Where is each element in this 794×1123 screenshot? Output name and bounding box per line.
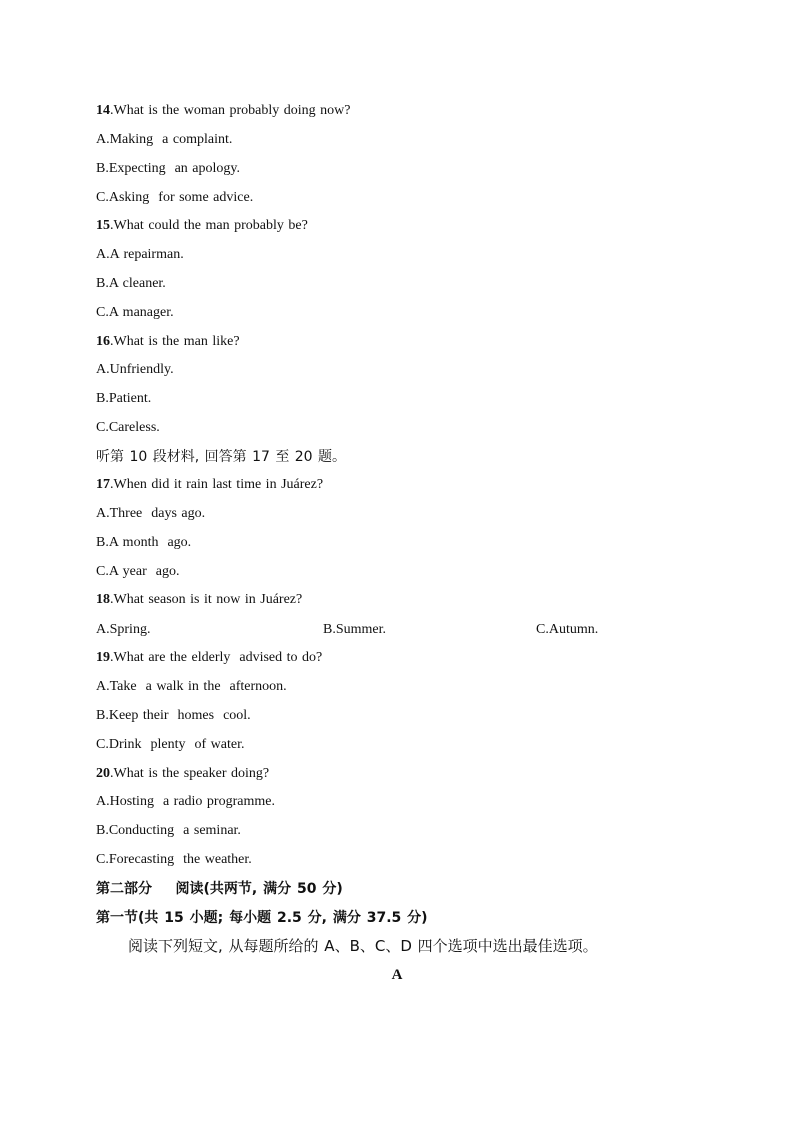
options-18-row xyxy=(96,620,716,640)
question-number: 17 xyxy=(96,477,110,492)
option-15-b: B.A cleaner. xyxy=(96,276,166,291)
question-number: 19 xyxy=(96,650,110,665)
option-19-b: B.Keep their homes cool. xyxy=(96,708,251,723)
option-20-b: B.Conducting a seminar. xyxy=(96,823,241,838)
option-18-c: C.Autumn. xyxy=(536,622,599,637)
question-text: .What is the woman probably doing now? xyxy=(110,103,351,118)
option-15-c: C.A manager. xyxy=(96,305,174,320)
option-16-a: A.Unfriendly. xyxy=(96,362,174,377)
option-16-c: C.Careless. xyxy=(96,420,160,435)
option-18-a: A.Spring. xyxy=(96,622,151,637)
question-19-stem xyxy=(96,648,322,668)
option-16-b: B.Patient. xyxy=(96,391,152,406)
passage-label: A xyxy=(391,967,403,983)
option-14-b: B.Expecting an apology. xyxy=(96,161,241,176)
option-20-a: A.Hosting a radio programme. xyxy=(96,794,275,809)
section-instruction: 听第 10 段材料, 回答第 17 至 20 题。 xyxy=(96,449,347,465)
option-19-c: C.Drink plenty of water. xyxy=(96,737,245,752)
option-14-c: C.Asking for some advice. xyxy=(96,190,254,205)
question-number: 18 xyxy=(96,592,110,607)
question-14-stem xyxy=(96,101,350,121)
question-text: .What season is it now in Juárez? xyxy=(110,592,303,607)
question-number: 16 xyxy=(96,334,110,349)
section-one-heading: 第一节(共 15 小题; 每小题 2.5 分, 满分 37.5 分) xyxy=(96,910,428,926)
question-number: 15 xyxy=(96,218,110,233)
question-text: .When did it rain last time in Juárez? xyxy=(110,477,324,492)
question-text: .What is the man like? xyxy=(110,334,240,349)
option-17-b: B.A month ago. xyxy=(96,535,192,550)
option-19-a: A.Take a walk in the afternoon. xyxy=(96,679,287,694)
question-text: .What are the elderly advised to do? xyxy=(110,650,323,665)
question-20-stem xyxy=(96,764,269,784)
question-text: .What could the man probably be? xyxy=(110,218,308,233)
question-number: 14 xyxy=(96,103,110,118)
option-14-a: A.Making a complaint. xyxy=(96,132,233,147)
question-15-stem xyxy=(96,216,308,236)
question-text: .What is the speaker doing? xyxy=(110,766,270,781)
question-17-stem xyxy=(96,475,323,495)
question-18-stem xyxy=(96,590,302,610)
question-number: 20 xyxy=(96,766,110,781)
question-16-stem xyxy=(96,332,240,352)
option-15-a: A.A repairman. xyxy=(96,247,184,262)
option-17-a: A.Three days ago. xyxy=(96,506,206,521)
reading-instruction: 阅读下列短文, 从每题所给的 A、B、C、D 四个选项中选出最佳选项。 xyxy=(128,937,598,955)
option-18-b: B.Summer. xyxy=(323,622,387,637)
option-17-c: C.A year ago. xyxy=(96,564,180,579)
part-two-heading: 第二部分 阅读(共两节, 满分 50 分) xyxy=(96,881,343,897)
option-20-c: C.Forecasting the weather. xyxy=(96,852,252,867)
